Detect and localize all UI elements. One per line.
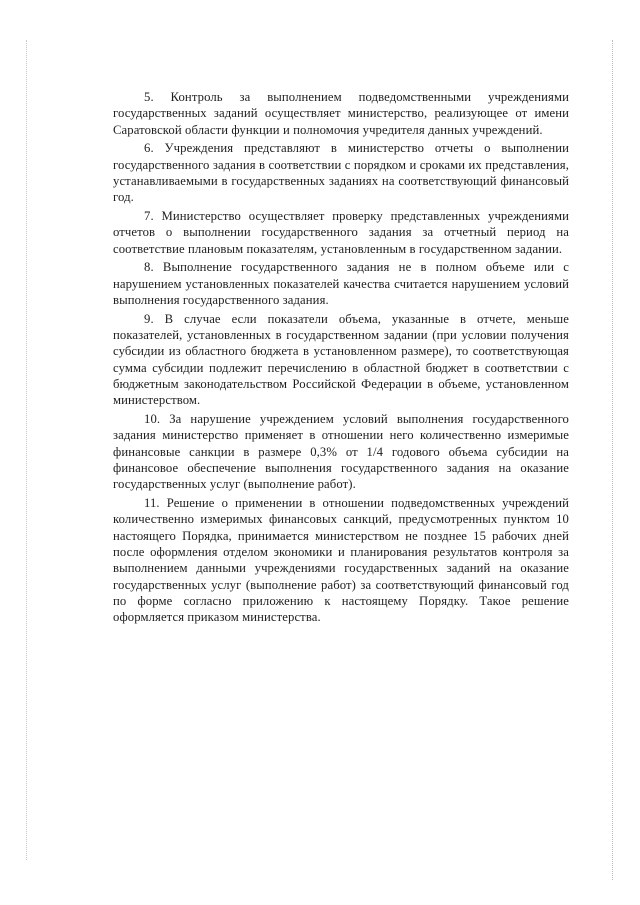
paragraph-6: 6. Учреждения представляют в министерство отчеты о выполнении государственного задания в соответствии с порядком и сроками их представления, устанавливаемыми в государственных заданиях на соответствующий финансовый год. [113, 141, 569, 205]
paragraph-5: 5. Контроль за выполнением подведомственными учреждениями государственных заданий осуществляет министерство, реализующее от имени Саратовской области функции и полномочия учредителя данных учреждений. [113, 90, 569, 137]
paragraph-8: 8. Выполнение государственного задания не в полном объеме или с нарушением установленных показателей качества считается нарушением условий выполнения государственного задания. [113, 260, 569, 308]
scan-edge-right [612, 40, 613, 880]
paragraph-11: 11. Решение о применении в отношении подведомственных учреждений количественно измеримых финансовых санкций, предусмотренных пунктом 10 настоящего Порядка, принимается министерством не позднее 15 рабочих дней после оформления отделом экономики и планирования результатов контроля за выполнением данными учреждениями государственных заданий на оказание государственных услуг (выполнение работ) за соответствующий финансовый год по форме согласно приложению к настоящему Порядку. Такое решение оформляется приказом министерства. [113, 496, 569, 625]
scan-edge-left [26, 40, 27, 860]
paragraph-9: 9. В случае если показатели объема, указанные в отчете, меньше показателей, установленных в государственном задании (при условии получения субсидии из областного бюджета в установленном размере), то соответствующая сумма субсидии подлежит перечислению в областной бюджет в соответствии с бюджетным законодательством Российской Федерации в объеме, установленном министерством. [113, 311, 569, 408]
paragraph-7: 7. Министерство осуществляет проверку представленных учреждениями отчетов о выполнении государственного задания за отчетный период на соответствие плановым показателям, установленным в государственном задании. [113, 209, 569, 256]
paragraph-10: 10. За нарушение учреждением условий выполнения государственного задания министерство применяет в отношении него количественно измеримые финансовые санкции в размере 0,3% от 1/4 годового объема субсидии на финансовое обеспечение выполнения государственного задания на оказание государственных услуг (выполнение работ). [113, 412, 569, 492]
document-body [113, 89, 569, 626]
